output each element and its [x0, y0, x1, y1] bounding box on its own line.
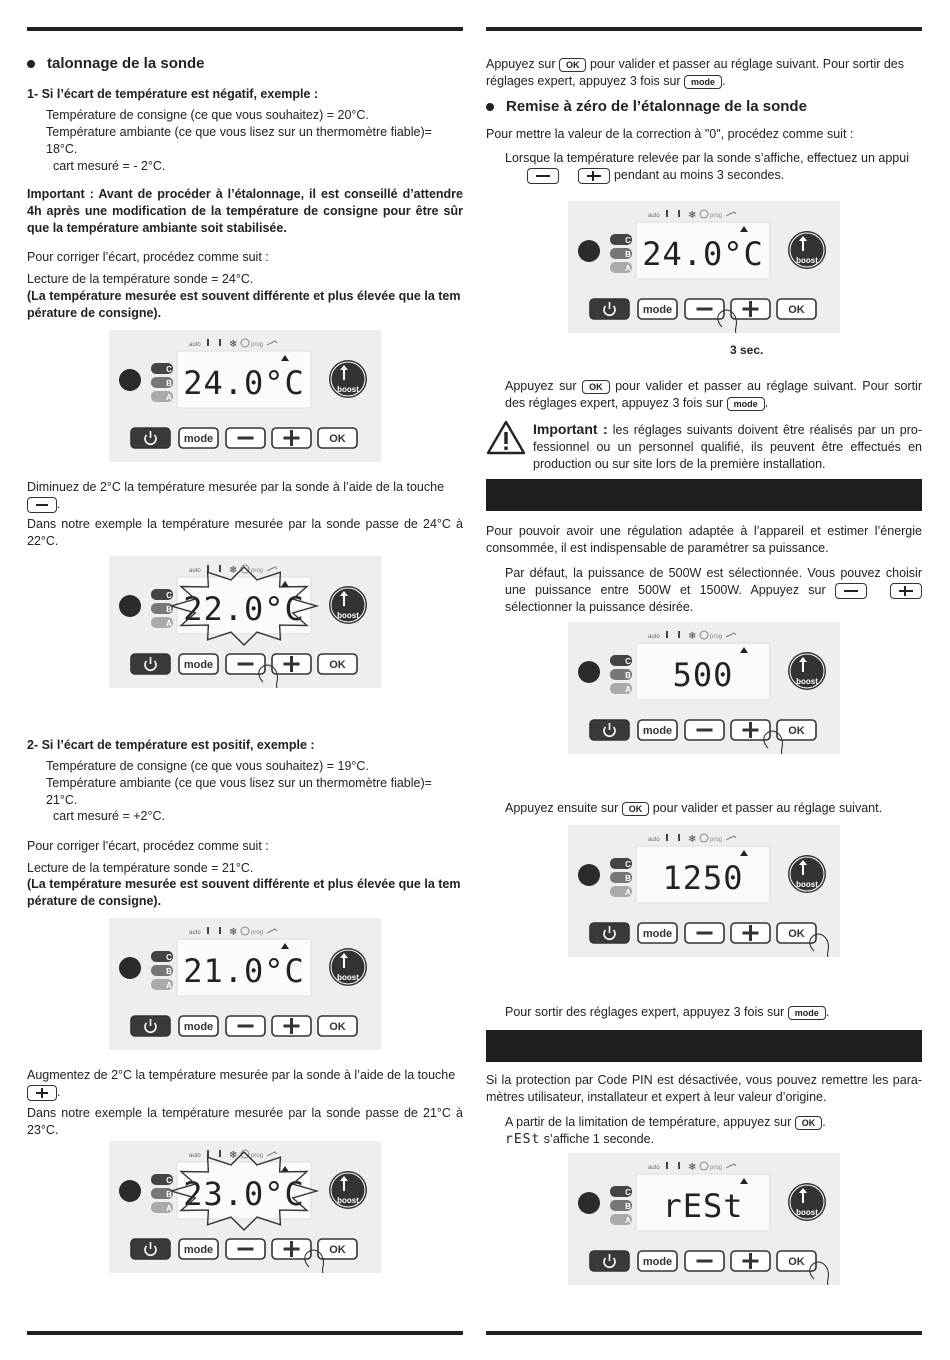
top-rule — [27, 27, 463, 31]
validate-text-a: Appuyez sur — [486, 57, 556, 71]
example-text-2: Dans notre exemple la température mesurée par la sonde passe de 21°C à 23°C. — [27, 1106, 463, 1137]
status-led-icon — [578, 240, 600, 262]
mode-label: mode — [642, 1256, 673, 1268]
correct-intro-2: Pour corriger l’écart, procédez comme suit : — [27, 839, 269, 853]
ok-key-icon: OK — [582, 380, 610, 394]
boost-label: boost — [796, 256, 818, 265]
plus-button[interactable] — [272, 1016, 311, 1036]
zone-badge-c — [610, 234, 632, 245]
thermostat-panel — [109, 1141, 381, 1273]
mode-button[interactable] — [638, 299, 677, 319]
reset-shows: s’affiche 1 seconde. — [543, 1132, 655, 1146]
bullet-icon — [27, 60, 35, 68]
step2-line: cart mesuré = +2°C. — [53, 809, 165, 823]
ok-button[interactable] — [318, 428, 357, 448]
auto-label: auto — [648, 634, 660, 640]
boost-label: boost — [796, 1208, 818, 1217]
boost-label: boost — [337, 1196, 359, 1205]
status-led-icon — [119, 1180, 141, 1202]
zone-badge-c — [610, 858, 632, 869]
svg-text:B: B — [166, 379, 172, 388]
mode-button[interactable] — [638, 720, 677, 740]
key-icon — [726, 633, 736, 637]
mode-label: mode — [642, 304, 673, 316]
prog-label: prog — [251, 568, 264, 574]
ok-label: OK — [788, 1256, 805, 1268]
zone-badge-a — [610, 1214, 632, 1225]
mode-key-icon: mode — [788, 1006, 826, 1020]
status-led-icon — [578, 661, 600, 683]
ok-label: OK — [788, 304, 805, 316]
lcd-value: 24.0°C — [642, 235, 764, 273]
minus-button[interactable] — [226, 428, 265, 448]
section-title-calibration — [27, 54, 205, 74]
section-title-text: talonnage de la sonde — [47, 55, 205, 72]
zone-badge-c — [151, 589, 173, 600]
boost-label: boost — [337, 611, 359, 620]
clock-icon — [241, 339, 249, 347]
important-note: Important : Avant de procéder à l’étalonnage, il est conseillé d’attendre 4h après une modification de la température de consigne pour être sûr que la température ambiante soit stabilisée. — [27, 187, 463, 235]
thermometer-icon — [678, 1162, 680, 1169]
auto-label: auto — [648, 213, 660, 219]
ok-button[interactable] — [318, 1239, 357, 1259]
important-warning — [533, 420, 922, 473]
section-header-bar — [486, 1030, 922, 1062]
boost-button[interactable] — [788, 652, 826, 690]
clock-icon — [700, 210, 708, 218]
pin-intro: Si la protection par Code PIN est désactivée, vous pouvez remettre les para- mètres utilisateur, installateur et expert à leur valeur d’origine. — [486, 1073, 922, 1104]
mode-key-icon: mode — [727, 397, 765, 411]
power-button[interactable] — [590, 299, 629, 319]
plus-button[interactable] — [272, 428, 311, 448]
zone-badge-b — [151, 1188, 173, 1199]
thermometer-icon — [219, 339, 221, 346]
bullet-icon — [486, 103, 494, 111]
zone-badge-b — [151, 965, 173, 976]
boost-button[interactable] — [329, 586, 367, 624]
minus-key-icon — [527, 168, 559, 184]
ok-label: OK — [788, 928, 805, 940]
example-text: Dans notre exemple la température mesurée par la sonde passe de 24°C à 22°C. — [27, 517, 463, 548]
mode-button[interactable] — [179, 1016, 218, 1036]
minus-button[interactable] — [226, 1016, 265, 1036]
mode-button[interactable] — [638, 1251, 677, 1271]
zone-badge-a — [151, 617, 173, 628]
key-icon — [726, 836, 736, 840]
bottom-rule — [27, 1331, 463, 1335]
reset-step-b: pendant au moins 3 secondes. — [613, 168, 785, 182]
thermostat-panel — [568, 1153, 840, 1285]
svg-text:B: B — [625, 1202, 631, 1211]
svg-text:C: C — [166, 591, 172, 600]
mode-label: mode — [183, 659, 214, 671]
mode-button[interactable] — [179, 1239, 218, 1259]
prog-label: prog — [710, 837, 723, 843]
snowflake-icon: ❄ — [229, 339, 238, 350]
boost-button[interactable] — [329, 948, 367, 986]
step1-heading: 1- Si l’écart de température est négatif, exemple : — [27, 87, 319, 101]
minus-icon — [238, 1025, 254, 1028]
three-seconds-label: 3 sec. — [730, 343, 764, 357]
boost-label: boost — [796, 677, 818, 686]
ok-key-icon: OK — [559, 58, 587, 72]
prog-label: prog — [710, 213, 723, 219]
thermometer-icon — [666, 834, 668, 841]
reset-intro: Pour mettre la valeur de la correction à "0", procédez comme suit : — [486, 127, 854, 141]
power-default-b: sélectionner la puissance désirée. — [505, 600, 694, 614]
thermometer-icon — [678, 210, 680, 217]
minus-icon — [238, 663, 254, 666]
mode-icons-row — [648, 834, 736, 845]
increase-text-label: Augmentez de 2°C la température mesurée par la sonde à l’aide de la touche — [27, 1068, 456, 1082]
svg-text:B: B — [166, 1190, 172, 1199]
key-icon — [267, 1152, 277, 1156]
svg-text:B: B — [625, 250, 631, 259]
snowflake-icon: ❄ — [229, 565, 238, 576]
svg-text:A: A — [166, 1204, 172, 1213]
correct-intro: Pour corriger l’écart, procédez comme suit : — [27, 250, 269, 264]
minus-button[interactable] — [685, 720, 724, 740]
boost-button[interactable] — [329, 1171, 367, 1209]
thermometer-icon — [678, 631, 680, 638]
step2-line: Température de consigne (ce que vous souhaitez) = 19°C. — [46, 759, 369, 773]
prog-label: prog — [251, 1153, 264, 1159]
snowflake-icon: ❄ — [229, 1150, 238, 1161]
zone-badge-a — [151, 979, 173, 990]
lcd-value: 23.0°C — [183, 1175, 305, 1213]
prog-label: prog — [251, 342, 264, 348]
power-button[interactable] — [131, 654, 170, 674]
thermostat-panel — [568, 622, 840, 754]
thermometer-icon — [207, 1150, 209, 1157]
status-led-icon — [119, 957, 141, 979]
from-limit-label: A partir de la limitation de température, appuyez sur — [505, 1115, 792, 1129]
mode-label: mode — [642, 928, 673, 940]
plus-key-icon — [890, 583, 922, 599]
zone-badge-b — [610, 1200, 632, 1211]
power-default-a: Par défaut, la puissance de 500W est sélectionnée. Vous pouvez choisir une puissance entre 500W et 1500W. Appuyez sur — [505, 566, 922, 597]
mode-label: mode — [183, 1021, 214, 1033]
boost-button[interactable] — [788, 855, 826, 893]
boost-label: boost — [337, 973, 359, 982]
auto-label: auto — [648, 837, 660, 843]
clock-icon — [241, 927, 249, 935]
prog-label: prog — [710, 634, 723, 640]
auto-label: auto — [189, 568, 201, 574]
clock-icon — [700, 1162, 708, 1170]
power-default — [505, 565, 922, 616]
svg-text:C: C — [166, 365, 172, 374]
snowflake-icon: ❄ — [229, 927, 238, 938]
svg-text:C: C — [625, 1188, 631, 1197]
mode-icons-row — [648, 1162, 736, 1173]
zone-badge-b — [610, 872, 632, 883]
svg-text:A: A — [625, 1216, 631, 1225]
validate-text-2: Appuyez sur OK pour valider et passer au réglage suivant. Pour sortir des réglages expert, appuyez 3 fois sur mode . — [505, 379, 922, 410]
validate-text: Appuyez sur OK pour valider et passer au réglage suivant. Pour sortir des réglages expert, appuyez 3 fois sur mode . — [486, 57, 905, 88]
svg-text:A: A — [166, 981, 172, 990]
reading-note-2: (La température mesurée est souvent différente et plus élevée que la tem pérature de consigne). — [27, 877, 461, 908]
minus-button[interactable] — [226, 1239, 265, 1259]
lcd-value: 24.0°C — [183, 364, 305, 402]
plus-key-icon — [578, 168, 610, 184]
step1-line: cart mesuré = - 2°C. — [53, 159, 166, 173]
thermometer-icon — [219, 927, 221, 934]
reading-text-2: Lecture de la température sonde = 21°C. — [27, 861, 254, 875]
zone-badge-c — [151, 1174, 173, 1185]
power-button[interactable] — [590, 1251, 629, 1271]
zone-badge-a — [151, 1202, 173, 1213]
increase-text: Augmentez de 2°C la température mesurée par la sonde à l’aide de la touche . — [27, 1068, 456, 1099]
mode-button[interactable] — [179, 428, 218, 448]
svg-text:A: A — [625, 888, 631, 897]
mode-button[interactable] — [179, 654, 218, 674]
thermostat-panel — [109, 556, 381, 688]
zone-badge-c — [151, 951, 173, 962]
important-label: Important : — [533, 421, 608, 437]
power-button[interactable] — [590, 720, 629, 740]
bottom-rule — [486, 1331, 922, 1335]
zone-badge-b — [610, 669, 632, 680]
ok-button[interactable] — [318, 654, 357, 674]
lcd-value: 500 — [672, 656, 734, 694]
thermometer-icon — [207, 565, 209, 572]
lcd-value: 22.0°C — [183, 590, 305, 628]
mode-icons-row — [648, 631, 736, 642]
zone-badge-a — [610, 683, 632, 694]
clock-icon — [700, 834, 708, 842]
mode-label: mode — [642, 725, 673, 737]
svg-text:C: C — [625, 657, 631, 666]
plus-key-icon — [27, 1085, 57, 1101]
snowflake-icon: ❄ — [688, 1162, 697, 1173]
zone-badge-c — [151, 363, 173, 374]
thermostat-panel — [109, 918, 381, 1050]
decrease-text: Diminuez de 2°C la température mesurée par la sonde à l’aide de la touche . — [27, 480, 445, 511]
mode-label: mode — [183, 1244, 214, 1256]
svg-text:A: A — [166, 619, 172, 628]
svg-text:B: B — [625, 874, 631, 883]
key-icon — [726, 1164, 736, 1168]
exit-text-label: Pour sortir des réglages expert, appuyez 3 fois sur — [505, 1005, 785, 1019]
step1-line: Température ambiante (ce que vous lisez sur un thermomètre fiable)= 18°C. — [46, 125, 432, 156]
zone-badge-c — [610, 655, 632, 666]
auto-label: auto — [189, 1153, 201, 1159]
prog-label: prog — [251, 930, 264, 936]
clock-icon — [700, 631, 708, 639]
validate-text-b: pour valider et passer au réglage suivant. Pour sortir des réglages expert, appuyez 3 fois sur — [486, 57, 905, 88]
decrease-text-label: Diminuez de 2°C la température mesurée par la sonde à l’aide de la touche — [27, 480, 445, 494]
mode-label: mode — [183, 433, 214, 445]
thermostat-panel — [568, 201, 840, 333]
step2-line: Température ambiante (ce que vous lisez sur un thermomètre fiable)= 21°C. — [46, 776, 432, 807]
zone-badge-a — [610, 886, 632, 897]
thermostat-panel — [109, 330, 381, 462]
plus-button[interactable] — [272, 654, 311, 674]
mode-icons-row — [189, 1150, 277, 1161]
mode-icons-row — [189, 339, 277, 350]
thermometer-icon — [207, 927, 209, 934]
svg-text:B: B — [625, 671, 631, 680]
snowflake-icon: ❄ — [688, 834, 697, 845]
snowflake-icon: ❄ — [688, 210, 697, 221]
then-press-a: Appuyez ensuite sur — [505, 801, 619, 815]
warning-icon — [486, 420, 526, 456]
key-icon — [267, 567, 277, 571]
thermometer-icon — [219, 565, 221, 572]
ok-button[interactable] — [318, 1016, 357, 1036]
prog-label: prog — [710, 1165, 723, 1171]
plus-button[interactable] — [731, 1251, 770, 1271]
auto-label: auto — [189, 342, 201, 348]
boost-button[interactable] — [329, 360, 367, 398]
snowflake-icon: ❄ — [688, 631, 697, 642]
thermostat-panel — [568, 825, 840, 957]
auto-label: auto — [648, 1165, 660, 1171]
status-led-icon — [578, 1192, 600, 1214]
svg-text:C: C — [625, 860, 631, 869]
lcd-value: 21.0°C — [183, 952, 305, 990]
top-rule — [486, 27, 922, 31]
zone-badge-b — [151, 603, 173, 614]
ok-label: OK — [329, 1021, 346, 1033]
lcd-value: rESt — [662, 1187, 744, 1225]
minus-key-icon — [27, 497, 57, 513]
ok-button[interactable] — [777, 299, 816, 319]
mode-key-icon: mode — [684, 75, 722, 89]
from-limit: A partir de la limitation de température, appuyez sur OK . rESt s’affiche 1 seconde. — [505, 1115, 826, 1147]
zone-badge-b — [610, 248, 632, 259]
minus-icon — [697, 308, 713, 311]
svg-text:A: A — [625, 264, 631, 273]
thermometer-icon — [666, 210, 668, 217]
section-title-reset — [486, 97, 807, 117]
plus-button[interactable] — [731, 299, 770, 319]
minus-button[interactable] — [685, 923, 724, 943]
ok-label: OK — [329, 1244, 346, 1256]
minus-key-icon — [835, 583, 867, 599]
boost-label: boost — [796, 880, 818, 889]
mode-icons-row — [648, 210, 736, 221]
key-icon — [726, 212, 736, 216]
power-button[interactable] — [590, 923, 629, 943]
power-intro: Pour pouvoir avoir une régulation adaptée à l’appareil et estimer l’énergie consommée, il est indispensable de paramétrer sa puissance. — [486, 524, 922, 555]
auto-label: auto — [189, 930, 201, 936]
exit-text: Pour sortir des réglages expert, appuyez 3 fois sur mode . — [505, 1005, 830, 1019]
status-led-icon — [119, 369, 141, 391]
svg-text:C: C — [166, 1176, 172, 1185]
power-button[interactable] — [131, 1016, 170, 1036]
svg-text:B: B — [166, 967, 172, 976]
svg-text:A: A — [166, 393, 172, 402]
reset-glyph: rESt — [505, 1132, 541, 1147]
thermometer-icon — [678, 834, 680, 841]
mode-icons-row — [189, 565, 277, 576]
svg-text:A: A — [625, 685, 631, 694]
power-button[interactable] — [131, 1239, 170, 1259]
section-header-bar — [486, 479, 922, 511]
minus-icon — [697, 729, 713, 732]
minus-icon — [697, 932, 713, 935]
mode-button[interactable] — [638, 923, 677, 943]
ok-key-icon: OK — [622, 802, 650, 816]
reading-text: Lecture de la température sonde = 24°C. — [27, 272, 254, 286]
ok-key-icon: OK — [795, 1116, 823, 1130]
plus-button[interactable] — [731, 923, 770, 943]
svg-text:C: C — [625, 236, 631, 245]
zone-badge-b — [151, 377, 173, 388]
boost-button[interactable] — [788, 231, 826, 269]
ok-label: OK — [329, 659, 346, 671]
important-text: les réglages suivants doivent être réalisés par un pro- fessionnel ou un personnel qualifié, ils peuvent être effectués en production ou sur site lors de la première installation. — [533, 423, 922, 472]
lcd-value: 1250 — [662, 859, 744, 897]
power-button[interactable] — [131, 428, 170, 448]
boost-button[interactable] — [788, 1183, 826, 1221]
reset-step-a: Lorsque la température relevée par la sonde s’affiche, effectuez un appui — [505, 151, 909, 165]
zone-badge-a — [151, 391, 173, 402]
reset-step — [505, 150, 922, 184]
thermometer-icon — [666, 1162, 668, 1169]
minus-icon — [238, 1248, 254, 1251]
zone-badge-c — [610, 1186, 632, 1197]
key-icon — [267, 929, 277, 933]
status-led-icon — [578, 864, 600, 886]
section-title-text: Remise à zéro de l’étalonnage de la sonde — [506, 98, 807, 115]
status-led-icon — [119, 595, 141, 617]
svg-text:B: B — [166, 605, 172, 614]
thermometer-icon — [666, 631, 668, 638]
ok-label: OK — [329, 433, 346, 445]
minus-icon — [697, 1260, 713, 1263]
step1-line: Température de consigne (ce que vous souhaitez) = 20°C. — [46, 108, 369, 122]
validate-text-a: Appuyez sur — [505, 379, 577, 393]
reading-note: (La température mesurée est souvent différente et plus élevée que la tem pérature de consigne). — [27, 289, 461, 320]
step2-heading: 2- Si l’écart de température est positif, exemple : — [27, 738, 315, 752]
thermometer-icon — [219, 1150, 221, 1157]
then-press-b: pour valider et passer au réglage suivant. — [652, 801, 883, 815]
svg-text:C: C — [166, 953, 172, 962]
minus-icon — [238, 437, 254, 440]
boost-label: boost — [337, 385, 359, 394]
minus-button[interactable] — [685, 1251, 724, 1271]
zone-badge-a — [610, 262, 632, 273]
ok-label: OK — [788, 725, 805, 737]
then-press — [505, 800, 922, 817]
mode-icons-row — [189, 927, 277, 938]
validate-text-b: pour valider et passer au réglage suivant. Pour sortir des réglages expert, appuyez 3 fois sur — [505, 379, 922, 410]
thermometer-icon — [207, 339, 209, 346]
ok-button[interactable] — [777, 720, 816, 740]
key-icon — [267, 341, 277, 345]
